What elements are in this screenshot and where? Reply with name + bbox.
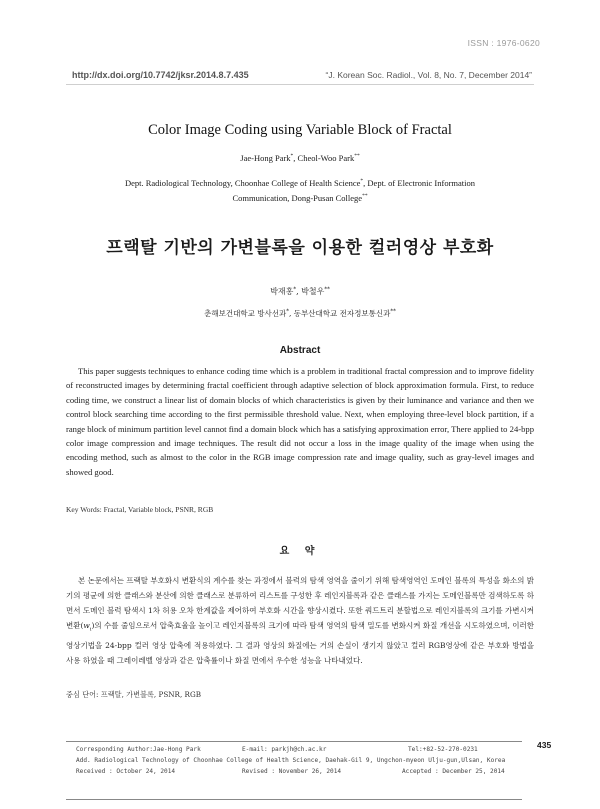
english-keywords: Key Words: Fractal, Variable block, PSNR, RGB [66, 505, 214, 514]
affil-line1-pre: Dept. Radiological Technology, Choonhae College of Health Science [124, 178, 361, 188]
korean-summary-text [66, 573, 534, 668]
affil-line2: Communication, Dong-Pusan College [232, 193, 363, 203]
corresponding-author: Corresponding Author:Jae-Hong Park [76, 746, 201, 753]
english-title: Color Image Coding using Variable Block of Fractal [148, 122, 452, 138]
revised-date: Revised : November 26, 2014 [242, 768, 342, 775]
kr-affil2-mark: ** [390, 308, 396, 315]
header-divider [66, 84, 534, 85]
author-separator: , [293, 153, 298, 163]
summary-symbol: w [83, 621, 90, 631]
author-address: Add. Radiological Technology of Choonhae College of Health Science, Daehak-Gil 9, Ungchon-myeon Ulju-gun,Ulsan, Korea [76, 757, 506, 764]
abstract-heading: Abstract [279, 345, 321, 356]
kr-affil2: , 동부산대학교 전자정보통신과 [289, 309, 391, 318]
kr-affil1-mark: * [286, 308, 289, 315]
kr-author1: 박재홍 [270, 287, 294, 296]
kr-author2: , 박철우 [296, 287, 325, 296]
korean-authors [0, 286, 600, 297]
kr-affil1: 춘해보건대학교 방사선과 [204, 309, 287, 318]
korean-affiliation [0, 308, 600, 319]
kr-author2-mark: ** [324, 286, 330, 293]
affil-line1-post: , Dept. of Electronic Information [363, 178, 476, 188]
english-affiliation [100, 176, 500, 206]
author1-mark: * [290, 153, 294, 160]
summary-symbol-subscript: i [89, 626, 92, 633]
english-authors [0, 153, 600, 163]
doi-link[interactable]: http://dx.doi.org/10.7742/jksr.2014.8.7.435 [72, 70, 249, 80]
summary-text-part2: )의 수를 줄임으로서 압축효율을 높이고 레인지블록의 크기에 따라 탐색 영역의 탐색 밀도를 변화시켜 화질 개선을 시도하였으며, 이러한 영상기법을 24-bpp 컬러 영상 압축에 적용하였다. 그 결과 영상의 화질에는 거의 손실이 생기지 않았고 컬러 RGB영상에 같은 부호화 방법을 사용 하였을 때 그레이레벨 영상과 같은 압축률이나 화질 면에서 우수한 성능을 나타내었다. [66, 621, 534, 665]
author1-name: Jae-Hong Park [240, 153, 291, 163]
author2-mark: ** [354, 153, 360, 160]
kr-author1-mark: * [293, 286, 297, 293]
journal-citation: “J. Korean Soc. Radiol., Vol. 8, No. 7, December 2014” [325, 70, 532, 80]
korean-summary-heading: 요 약 [279, 546, 321, 557]
footnote-box [66, 741, 522, 800]
summary-text-part1: 본 논문에서는 프랙탈 부호화시 변환식의 계수를 찾는 과정에서 블럭의 탐색 영역을 줄이기 위해 탐색영역인 도메인 블록의 특성을 화소의 밝기의 평균에 의한 클래스와 분산에 의한 클래스로 분류하여 리스트를 구성한 후 레인지블록과 같은 클래스를 가지는 도메인블록만 검색하도록 하면서 도메인 블럭 탐색시 1차 허용 오차 한계값을 제어하여 부호화 시간을 향상시켰다. 또한 쿼드트리 분할법으로 레인지블록의 크기를 가변시켜 변환( [66, 576, 534, 631]
received-date: Received : October 24, 2014 [76, 768, 176, 775]
author-email[interactable]: E-mail: parkjh@ch.ac.kr [242, 746, 327, 753]
issn-label: ISSN : 1976-0620 [467, 38, 540, 48]
author-tel: Tel:+82-52-270-0231 [408, 746, 478, 753]
author2-name: Cheol-Woo Park [297, 153, 355, 163]
accepted-date: Accepted : December 25, 2014 [402, 768, 505, 775]
abstract-text: This paper suggests techniques to enhance coding time which is a problem in traditional fractal compression and to improve fidelity of reconstructed images by determining fractal coefficient through adaptive selection of block approximation formula. First, to reduce coding time, we construct a linear list of domain blocks of which characteristics is given by their luminance and variance and then we control block searching time according to the first permissible threshold value. Next, when employing three-level block partition, if a range block of minimum partition level cannot find a domain block which has a satisfying approximation error, There applied to 24-bpp color image compression and image techniques. The result did not occur a loss in the image quality of the image when using the encoding method, such as almost to the color in the RGB image compression rate and image quality, such as gray-level images and showed good. [66, 366, 534, 477]
korean-keywords: 중심 단어: 프랙탈, 가변블록, PSNR, RGB [66, 690, 201, 699]
affil-line1-mark: * [360, 178, 364, 185]
page-number: 435 [537, 740, 552, 750]
korean-title: 프랙탈 기반의 가변블록을 이용한 컬러영상 부호화 [106, 238, 494, 258]
affil-line2-mark: ** [362, 193, 368, 200]
